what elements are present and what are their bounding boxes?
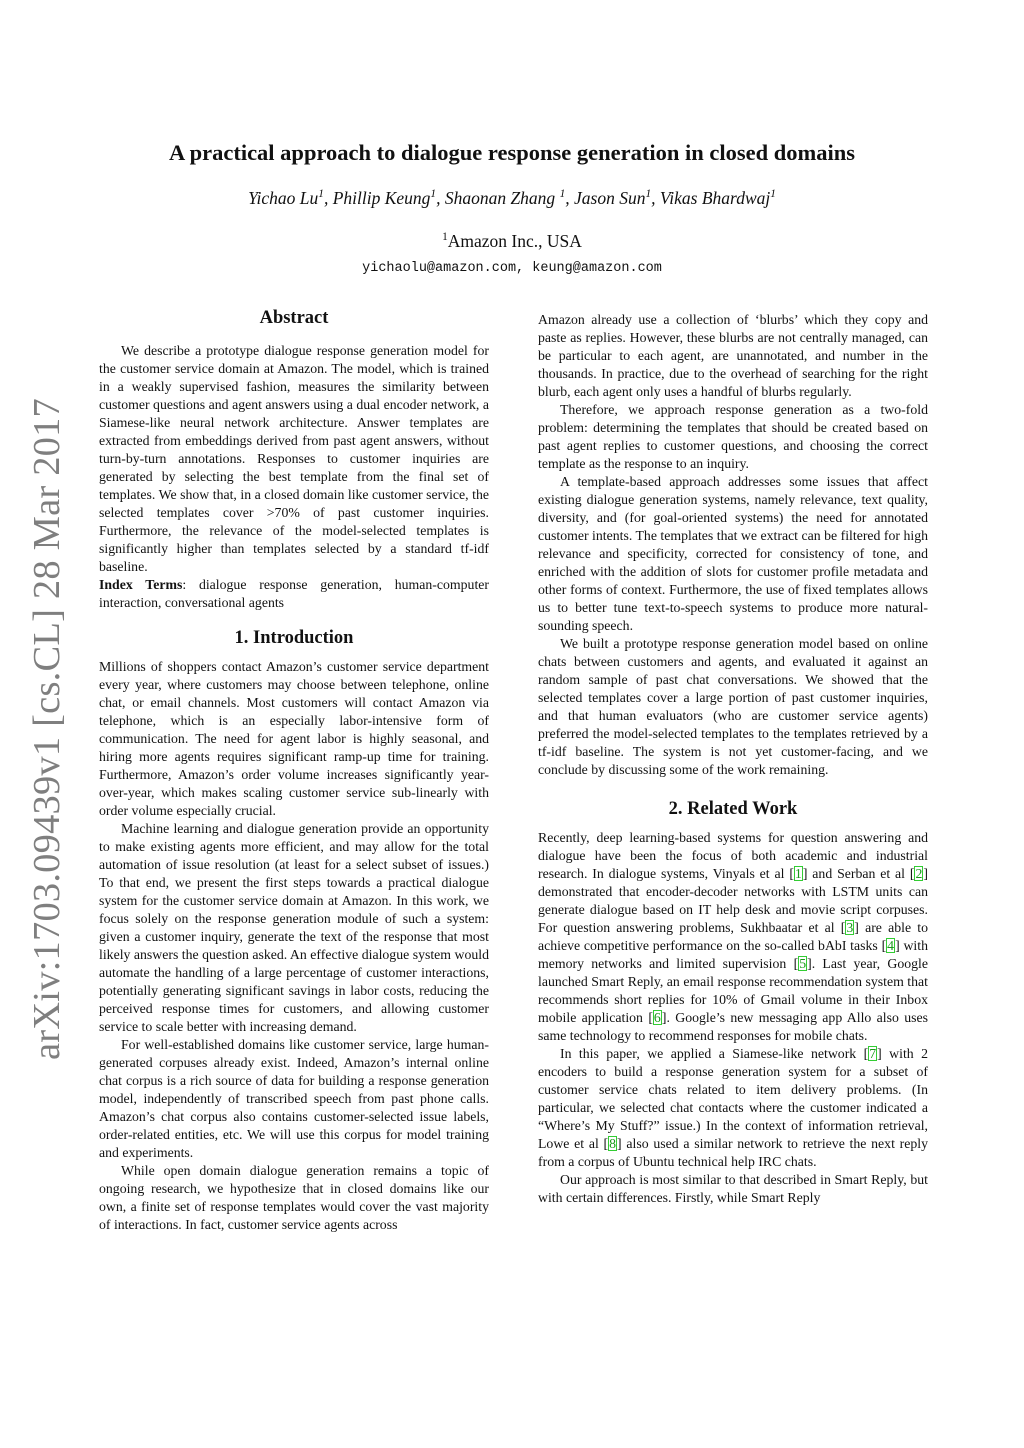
author: Shaonan Zhang <box>444 188 560 208</box>
paragraph: A template-based approach addresses some issues that affect existing dialogue generation systems, namely relevance, text quality, diversity, and (for goal-oriented systems) the need for annotated customer intents. The templates that we extract can be filtered for high relevance and specificity, corrected for consistency of tone, and enriched with the addition of slots for customer profile metadata and other forms of context. Furthermore, the use of fixed templates allows us to better tune text-to-speech systems to produce more natural-sounding speech. <box>538 474 928 633</box>
author: Jason Sun <box>574 188 646 208</box>
left-column <box>99 306 489 1234</box>
abstract-text: We describe a prototype dialogue response generation model for the customer service domain at Amazon. The model, which is trained in a weakly supervised fashion, measures the similarity between customer questions and agent answers using a dual encoder network, a Siamese-like neural network architecture. Answer templates are extracted from embeddings derived from past agent answers, without turn-by-turn annotations. Responses to customer inquiries are generated by selecting the best template from the final set of templates. We show that, in a closed domain like customer service, the selected templates cover >70% of past customer inquiries. Furthermore, the relevance of the model-selected templates is significantly higher than templates selected by a standard tf-idf baseline. <box>99 343 489 574</box>
citation-link[interactable]: 5 <box>799 956 807 971</box>
paragraph: Therefore, we approach response generation as a two-fold problem: determining the templates that should be created based on past agent replies to customer questions, and choosing the correct template as the response to an inquiry. <box>538 402 928 471</box>
arxiv-identifier-stamp: arXiv:1703.09439v1 [cs.CL] 28 Mar 2017 <box>26 397 68 1060</box>
author-affiliation-mark: 1 <box>318 188 324 201</box>
affiliation-text: Amazon Inc., USA <box>447 231 582 251</box>
text-run: In this paper, we applied a Siamese-like network <box>560 1046 864 1061</box>
related-work-heading: 2. Related Work <box>668 799 798 819</box>
paragraph: Millions of shoppers contact Amazon’s customer service department every year, where customers may choose between telephone, online chat, or email channels. Most customers will contact Amazon via telephone, which is an especially labor-intensive form of communication. The need for agent labor is highly seasonal, and hiring more agents requires significant ramp-up time for training. Furthermore, Amazon’s order volume increases significantly year-over-year, which makes scaling customer service sub-linearly with order volume especially crucial. <box>99 659 489 818</box>
paragraph: We built a prototype response generation model based on online chats between customers and agents, and evaluated it against an random sample of past chat conversations. We showed that the selected templates cover a large portion of past customer inquiries, and that human evaluators (who are customer service agents) preferred the model-selected templates to the templates retrieved by a tf-idf baseline. The system is not yet customer-facing, and we conclude by discussing some of the work remaining. <box>538 636 928 777</box>
text-run: with 2 encoders to build a response generation system for a subset of customer service chats related to item delivery problems. (In particular, we selected chat contacts where the customer indicated a “Where’s My Stuff?” issue.) In the context of information retrieval, Lowe et al <box>538 1046 928 1151</box>
author: Yichao Lu <box>248 188 319 208</box>
text-run: Recently, deep learning-based systems for question answering and dialogue have been the focus of both academic and industrial research. In dialogue systems, Vinyals et al <box>538 830 928 881</box>
paragraph: For well-established domains like customer service, large human-generated corpuses already exist. Indeed, Amazon’s internal online chat corpus is a rich source of data for building a response generation model, independently of transcribed speech from past phone calls. Amazon’s chat corpus also contains customer-selected issue labels, order-related entities, etc. We will use this corpus for model training and experiments. <box>99 1037 489 1160</box>
introduction-heading: 1. Introduction <box>234 628 354 648</box>
paragraph: Our approach is most similar to that described in Smart Reply, but with certain differences. Firstly, while Smart Reply <box>538 1172 928 1205</box>
paragraph: While open domain dialogue generation remains a topic of ongoing research, we hypothesize that in closed domains like our own, a finite set of response templates would cover the vast majority of interactions. In fact, customer service agents across <box>99 1163 489 1232</box>
text-run: demonstrated that encoder-decoder networks with LSTM units can generate dialogue based on IT help desk and movie script corpuses. For question answering problems, Sukhbaatar et al <box>538 884 928 935</box>
right-column <box>538 311 928 1207</box>
author: Vikas Bhardwaj <box>659 188 771 208</box>
author-affiliation-mark: 1 <box>430 188 437 201</box>
abstract-heading: Abstract <box>259 308 329 328</box>
citation-link[interactable]: 6 <box>653 1010 661 1025</box>
author-affiliation-mark: 1 <box>645 188 652 201</box>
citation-link[interactable]: 7 <box>869 1046 877 1061</box>
text-run: . Google’s new messaging app Allo also uses same technology to recommend responses for mobile chats. <box>538 1010 929 1043</box>
text-run: also used a similar network to retrieve the next reply from a corpus of Ubuntu technical help IRC chats. <box>538 1136 928 1169</box>
citation-link[interactable]: 8 <box>609 1136 617 1151</box>
author-emails: yichaolu@amazon.com, keung@amazon.com <box>362 261 662 276</box>
paragraph: Recently, deep learning-based systems for question answering and dialogue have been the focus of both academic and industrial research. In dialogue systems, Vinyals et al [1] and Serban et al [2] demonstrated that encoder-decoder networks with LSTM units can generate dialogue based on IT help desk and movie script corpuses. For question answering problems, Sukhbaatar et al [3] are able to achieve competitive performance on the so-called bAbI tasks [4] with memory networks and limited supervision [5]. Last year, Google launched Smart Reply, an email response recommendation system that recommends short replies for 10% of Gmail volume in their Inbox mobile application [6]. Google’s new messaging app Allo also uses same technology to recommend responses for mobile chats. <box>538 830 929 1043</box>
citation-link[interactable]: 3 <box>846 920 854 935</box>
index-terms-label: Index Terms <box>99 577 183 592</box>
citation-link[interactable]: 4 <box>887 938 895 953</box>
author: Phillip Keung <box>332 188 431 208</box>
paragraph: Amazon already use a collection of ‘blurbs’ which they copy and paste as replies. However, these blurbs are not centrally managed, can be particular to each agent, are unannotated, and number in the thousands. In practice, due to the overhead of searching for the right blurb, each agent only uses a handful of blurbs regularly. <box>538 312 928 399</box>
author-list: Yichao Lu$^1$, Phillip Keung$^1$, Shaonan Zhang $^1$, Jason Sun$^1$, Vikas Bhardwaj$^1$ <box>248 188 776 208</box>
text-run: are able to achieve competitive performance on the so-called bAbI tasks <box>538 920 929 953</box>
paragraph: Machine learning and dialogue generation provide an opportunity to make existing agents more efficient, and may allow for the total automation of issue resolution (at least for a select subset of issues.) To that end, we present the first steps towards a practical dialogue system for the customer service domain at Amazon. In this work, we focus solely on the response generation module of such a system: given a customer inquiry, generate the text of the response that most likely answers the question asked. An effective dialogue system would automate the handling of a large percentage of customer interactions, potentially generating significant savings in labor costs, reducing the perceived response times for customers, and allowing customer service to scale better with increasing demand. <box>99 821 489 1034</box>
affiliation-mark: 1 <box>442 231 448 244</box>
author-affiliation-mark: 1 <box>770 188 776 201</box>
text-run: with memory networks and limited supervision <box>538 938 928 971</box>
affiliation <box>0 231 1024 252</box>
author-affiliation-mark: 1 <box>559 188 566 201</box>
index-terms-text: : dialogue response generation, human-computer interaction, conversational agents <box>99 577 490 610</box>
text-run: and Serban et al <box>807 866 910 881</box>
paragraph: In this paper, we applied a Siamese-like network [7] with 2 encoders to build a response generation system for a subset of customer service chats related to item delivery problems. (In particular, we selected chat contacts where the customer indicated a “Where’s My Stuff?” issue.) In the context of information retrieval, Lowe et al [8] also used a similar network to retrieve the next reply from a corpus of Ubuntu technical help IRC chats. <box>538 1046 928 1169</box>
citation-link[interactable]: 1 <box>794 866 802 881</box>
citation-link[interactable]: 2 <box>915 866 923 881</box>
text-run: . Last year, Google launched Smart Reply, an email response recommendation system that recommends short replies for 10% of Gmail volume in their Inbox mobile application <box>538 956 928 1025</box>
index-terms <box>99 576 489 612</box>
paper-title: A practical approach to dialogue response generation in closed domains <box>168 140 856 165</box>
